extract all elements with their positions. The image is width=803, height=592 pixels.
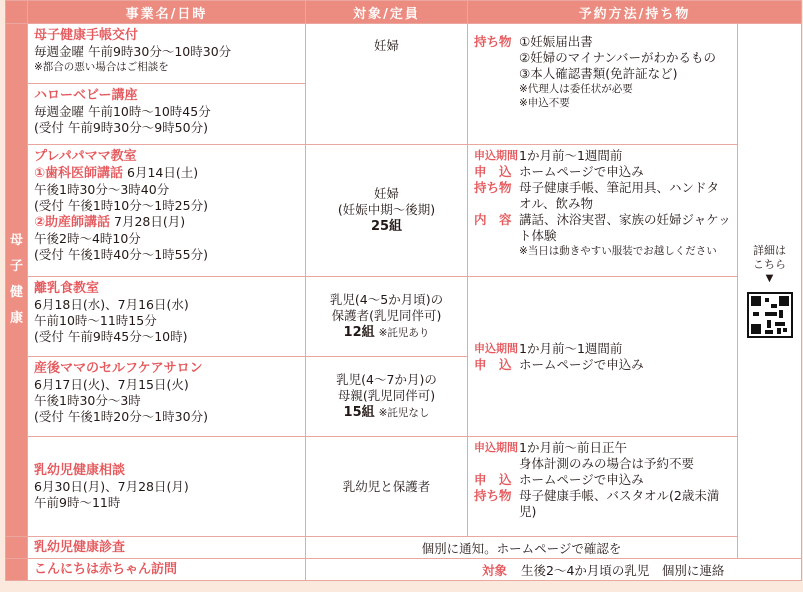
down-arrow-icon: ▼ bbox=[765, 273, 774, 284]
bring-label: 持ち物 bbox=[474, 34, 512, 49]
event-soudan bbox=[28, 437, 306, 537]
apply-period: 1か月前〜前日正午 bbox=[519, 440, 627, 455]
event-title: こんにちは赤ちゃん訪問 bbox=[34, 562, 178, 577]
schedule-table bbox=[5, 0, 802, 581]
target-text: 乳児(4〜7か月)の bbox=[336, 372, 437, 387]
target-soudan bbox=[306, 437, 468, 537]
event-title: 乳幼児健康相談 bbox=[34, 463, 126, 478]
content-text: 講話、沐浴実習、家族の妊婦ジャケット体験 bbox=[519, 212, 731, 243]
bring-item: ③本人確認書類(免許証など) bbox=[519, 66, 678, 81]
target-selfcare bbox=[306, 357, 468, 437]
event-prepapa bbox=[28, 145, 306, 277]
event-date: 6月18日(水)、7月16日(水) bbox=[34, 297, 189, 312]
bring-note: ※申込不要 bbox=[519, 97, 570, 109]
event-date: 6月17日(火)、7月15日(火) bbox=[34, 377, 189, 392]
event-selfcare bbox=[28, 357, 306, 437]
capacity: 25組 bbox=[370, 219, 403, 234]
event-hello-baby bbox=[28, 84, 306, 145]
target-text: 妊婦 bbox=[373, 38, 399, 53]
apply-label: 申 込 bbox=[474, 472, 512, 487]
event-reception: (受付 午前9時45分〜10時) bbox=[34, 329, 188, 344]
lecture-reception: (受付 午後1時10分〜1時25分) bbox=[34, 198, 208, 213]
bring-items bbox=[468, 24, 738, 145]
shinsa-info bbox=[306, 537, 738, 559]
header-target-capacity: 対象/定員 bbox=[306, 1, 468, 24]
apply-period-label: 申込期間 bbox=[474, 149, 518, 162]
event-date: 毎週金曜 午前9時30分〜10時30分 bbox=[34, 44, 232, 59]
info-text: 生後2〜4か月頃の乳児 個別に連絡 bbox=[521, 562, 725, 578]
apply-period-label: 申込期間 bbox=[474, 441, 518, 454]
qr-code[interactable] bbox=[747, 292, 793, 338]
target-text: 母親(乳児同伴可) bbox=[337, 388, 436, 403]
side-char: 健 bbox=[9, 285, 23, 300]
lecture-date: 7月28日(月) bbox=[110, 214, 186, 229]
lecture-title: ①歯科医師講話 bbox=[34, 166, 124, 181]
target-text: (妊娠中期〜後期) bbox=[337, 202, 436, 217]
apply-period: 1か月前〜1週間前 bbox=[519, 340, 623, 356]
qr-caption: こちら bbox=[753, 258, 786, 271]
apply-soudan bbox=[468, 437, 738, 537]
qr-section bbox=[738, 24, 802, 559]
side-char: 母 bbox=[9, 233, 23, 248]
header-reservation: 予約方法/持ち物 bbox=[468, 1, 802, 24]
target-text: 妊婦 bbox=[373, 186, 399, 201]
bring-label: 持ち物 bbox=[474, 180, 512, 195]
apply-prepapa bbox=[468, 145, 738, 277]
side-spacer bbox=[6, 537, 28, 559]
lecture-time: 午後2時〜4時10分 bbox=[34, 231, 141, 246]
target-text: 保護者(乳児同伴可) bbox=[331, 308, 442, 323]
lecture-date: 6月14日(土) bbox=[123, 165, 199, 180]
apply-method: ホームページで申込み bbox=[519, 472, 644, 487]
event-title: ハローベビー講座 bbox=[34, 88, 138, 103]
childcare-note: ※託児なし bbox=[378, 407, 430, 419]
content-label: 内 容 bbox=[474, 212, 512, 227]
info-text: 個別に通知。ホームページで確認を bbox=[421, 540, 622, 556]
apply-method: ホームページで申込み bbox=[519, 356, 644, 372]
target-text: 乳児(4〜5か月頃)の bbox=[329, 292, 444, 307]
event-title: 乳幼児健康診査 bbox=[34, 540, 126, 555]
apply-shared bbox=[468, 277, 738, 437]
event-time: 午前10時〜11時15分 bbox=[34, 313, 157, 328]
bring-note: ※代理人は委任状が必要 bbox=[519, 83, 633, 95]
event-date: 6月30日(月)、7月28日(月) bbox=[34, 479, 189, 494]
apply-period-label: 申込期間 bbox=[474, 341, 518, 355]
event-shinsa bbox=[28, 537, 306, 559]
bring-item: ①妊娠届出書 bbox=[519, 34, 593, 49]
event-houmon bbox=[28, 559, 306, 581]
event-reception: (受付 午後1時20分〜1時30分) bbox=[34, 409, 208, 424]
side-spacer bbox=[6, 559, 28, 581]
bring-item: ②妊婦のマイナンバーがわかるもの bbox=[519, 50, 716, 65]
event-title: 産後ママのセルフケアサロン bbox=[34, 361, 203, 376]
target-rinyu bbox=[306, 277, 468, 357]
capacity: 15組 bbox=[343, 405, 375, 420]
lecture-time: 午後1時30分〜3時40分 bbox=[34, 182, 170, 197]
lecture-title: ②助産師講話 bbox=[34, 215, 111, 230]
target-pregnant bbox=[306, 24, 468, 145]
target-prepapa bbox=[306, 145, 468, 277]
bring-items-text: 母子健康手帳、筆記用具、ハンドタオル、飲み物 bbox=[519, 180, 720, 211]
apply-label: 申 込 bbox=[474, 164, 512, 179]
event-note: ※都合の悪い場合はご相談を bbox=[34, 61, 169, 73]
side-char: 子 bbox=[9, 259, 23, 274]
event-techo bbox=[28, 24, 306, 84]
target-text: 乳幼児と保護者 bbox=[342, 478, 431, 494]
event-time: 午前9時〜11時 bbox=[34, 495, 121, 510]
side-char: 康 bbox=[9, 311, 23, 326]
houmon-info bbox=[306, 559, 802, 581]
qr-caption: 詳細は bbox=[753, 244, 786, 257]
event-title: 母子健康手帳交付 bbox=[34, 28, 139, 43]
lecture-reception: (受付 午後1時40分〜1時55分) bbox=[34, 247, 208, 262]
apply-method: ホームページで申込み bbox=[519, 164, 644, 179]
side-label-boshi-kenko bbox=[6, 24, 28, 537]
bring-label: 持ち物 bbox=[474, 488, 512, 503]
bring-items-text: 母子健康手帳、バスタオル(2歳未満児) bbox=[519, 488, 720, 519]
event-title: 離乳食教室 bbox=[34, 281, 100, 296]
apply-label: 申 込 bbox=[474, 356, 512, 372]
target-label: 対象 bbox=[482, 562, 508, 578]
apply-period: 1か月前〜1週間前 bbox=[519, 148, 623, 163]
header-event-date: 事業名/日時 bbox=[28, 1, 306, 24]
event-reception: (受付 午前9時30分〜9時50分) bbox=[34, 120, 208, 135]
capacity: 12組 bbox=[343, 325, 375, 340]
childcare-note: ※託児あり bbox=[378, 327, 430, 339]
event-date: 毎週金曜 午前10時〜10時45分 bbox=[34, 104, 211, 119]
header-side bbox=[6, 1, 28, 24]
apply-period-note: 身体計測のみの場合は予約不要 bbox=[519, 456, 695, 471]
event-title: プレパパママ教室 bbox=[34, 149, 137, 164]
prepapa-note: ※当日は動きやすい服装でお越しください bbox=[519, 245, 717, 257]
event-rinyu bbox=[28, 277, 306, 357]
event-time: 午後1時30分〜3時 bbox=[34, 393, 141, 408]
